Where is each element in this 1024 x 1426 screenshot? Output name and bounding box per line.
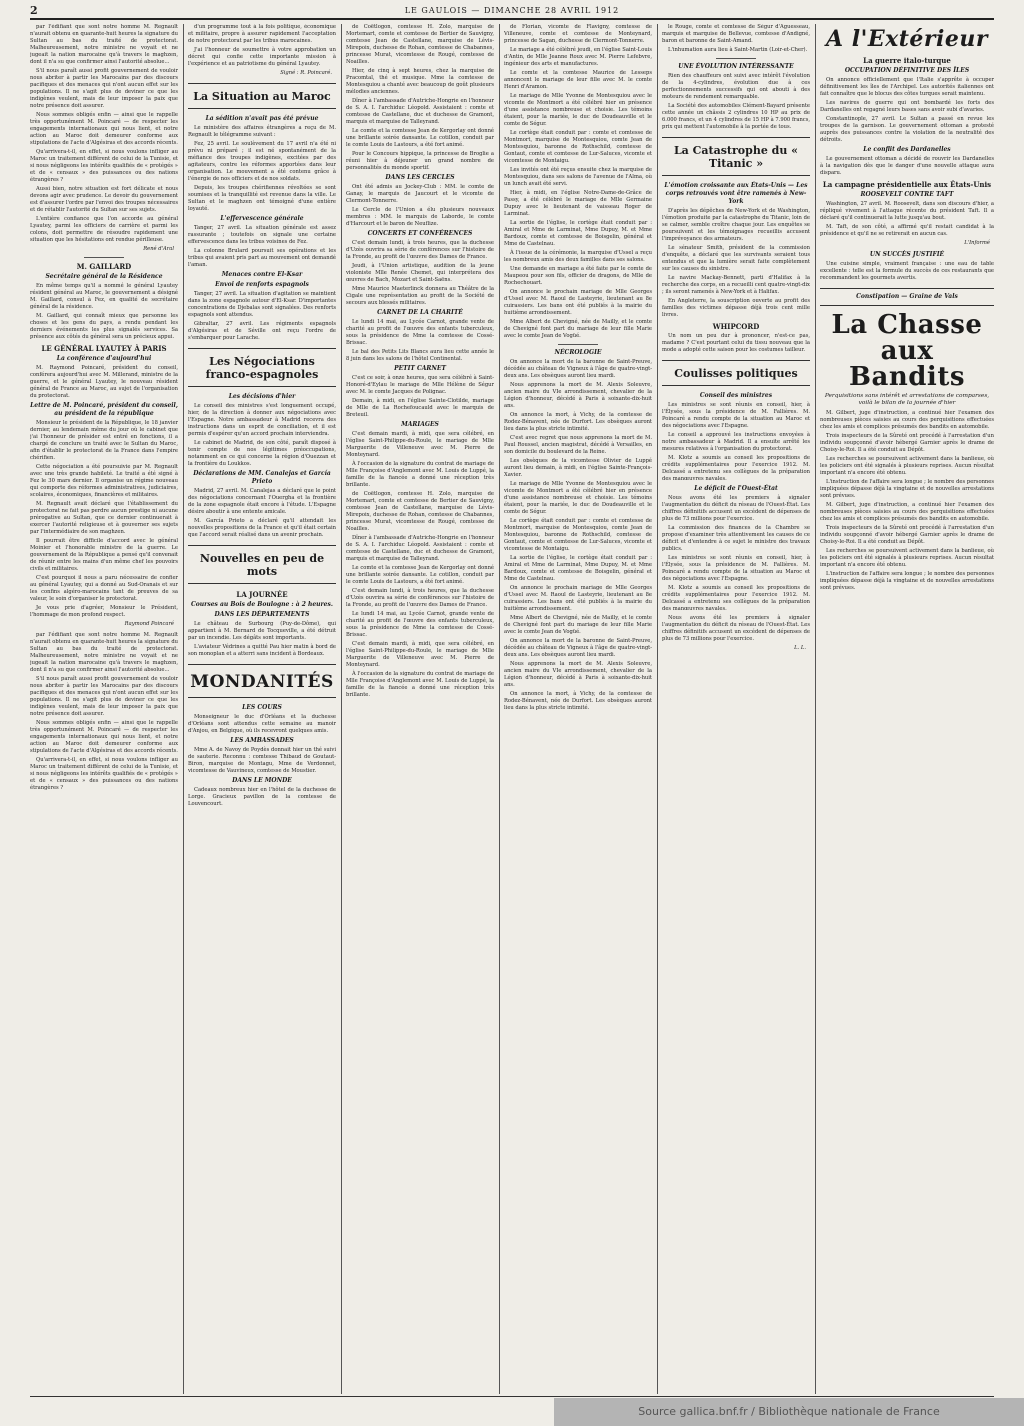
headline-guerre: La guerre italo-turque xyxy=(863,56,951,65)
section-box xyxy=(188,348,336,387)
paragraph: Pour le Concours hippique, la princesse de Broglie a réuni hier à déjeuner un grand nombre de personnalités du monde sportif. xyxy=(346,151,494,171)
headline-charite: CARNET DE LA CHARITÉ xyxy=(377,309,463,316)
paragraph: Trois inspecteurs de la Sûreté ont procédé à l'arrestation d'un individu soupçonné d'avoir hébergé Garnier après le drame de Choisy-le-Roi. Il a été conduit au Dépôt. xyxy=(820,433,994,453)
headline-journee: LA JOURNÉE xyxy=(236,590,288,599)
paragraph: L'aviateur Védrines a quitté Pau hier matin à bord de son monoplan et a atterri sans incident à Bordeaux. xyxy=(188,644,336,657)
paragraph: Nous avons été les premiers à signaler l'augmentation du déficit du réseau de l'Ouest-État. Les chiffres définitifs accusent un excédent de dépenses de plus de 73 millions pour l'exercice. xyxy=(662,495,810,522)
paragraph: La colonne Brulard poursuit ses opérations et les tribus qui avaient pris part au mouvement ont demandé l'aman. xyxy=(188,248,336,268)
subhead-journee: Courses au Bois de Boulogne : à 2 heures. xyxy=(191,601,333,608)
paragraph: le Rouge, comte et comtesse de Ségur d'Aguesseau, marquis et marquise de Bellevue, comtesse d'Andigné, baron et baronne de Saint-Amand. xyxy=(662,24,810,44)
headline-nouvelles: Nouvelles en peu de mots xyxy=(199,552,325,578)
paragraph: Monsieur le président de la République, le 18 janvier dernier, au lendemain même du jour où le cabinet que j'ai l'honneur de présider est entré en fonctions, il a chargé de conclure un traité avec le Sultan du Maroc, afin d'établir le protectorat de la France dans l'empire chérifien. xyxy=(30,420,178,461)
paragraph: Il pourrait être difficile d'accord avec le général Moinier et l'honorable ministre de la guerre. Le gouvernement de la République a pensé qu'il convenait de réunir entre les mains d'un même chef les pouvoirs civils et militaires. xyxy=(30,538,178,572)
headline-situation: La Situation au Maroc xyxy=(193,90,331,103)
section-box xyxy=(662,360,810,386)
paragraph: Nous sommes obligés enfin — ainsi que le rappelle très opportunément M. Poincaré — de respecter les engagements internationaux qui nous lient, et notre action au Maroc doit demeurer conforme aux stipulations de l'acte d'Algésiras et des accords récents. xyxy=(30,720,178,754)
subhead-negociations: Les décisions d'hier xyxy=(228,393,296,400)
paragraph: par l'édifiant que sont notre homme M. Regnault n'aurait obtenu en quarante-huit heures la signature du Sultan au bas du traité de protectorat. Malheureusement, notre ministre ne voyait et ne jugeait la nation marocaine qu'à travers le maghzen, dont il n'a su que confirmer ainsi l'autorité absolue... xyxy=(30,632,178,673)
paragraph: Je vous prie d'agréer, Monsieur le Président, l'hommage de mon profond respect. xyxy=(30,605,178,618)
column-rule xyxy=(499,24,500,1394)
section-box xyxy=(188,664,336,698)
paragraph: M. Gilbert, juge d'instruction, a continué hier l'examen des nombreuses pièces saisies au cours des perquisitions effectuées chez les amis et complices présumés des bandits en automobile. xyxy=(820,410,994,430)
paragraph: On annonce la mort de la baronne de Saint-Preuve, décédée au château de Vigneux à l'âge de quatre-vingt-deux ans. Les obsèques auront lieu mardi. xyxy=(504,359,652,379)
section-box xyxy=(820,288,994,306)
headline-cours: LES COURS xyxy=(242,704,282,711)
paragraph: de Florian, vicomte de Flavigny, comtesse de Villeneuve, comte et comtesse de Monteynard, princesse de Sagan, duchesse de Clermont-Tonnerre. xyxy=(504,24,652,44)
headline-negociations: Les Négociations franco-espagnoles xyxy=(205,355,319,381)
subhead-campagne: ROOSEVELT CONTRE TAFT xyxy=(860,191,954,198)
advert-vals: Constipation — Graine de Vals xyxy=(856,293,958,300)
paragraph: Le cabinet de Madrid, de son côté, paraît disposé à tenir compte de nos légitimes préoccupations, notamment en ce qui concerne la région d'Ouezzan et la frontière du Loukkos. xyxy=(188,440,336,467)
paragraph: Le ministère des affaires étrangères a reçu de M. Regnault le télégramme suivant : xyxy=(188,125,336,138)
paragraph: M. Taft, de son côté, a affirmé qu'il restait candidat à la présidence et qu'il ne se retirerait en aucun cas. xyxy=(820,224,994,237)
column-2 xyxy=(188,24,336,1394)
headline-evolution: UNE ÉVOLUTION INTÉRESSANTE xyxy=(678,63,794,70)
paragraph: Aussi bien, notre situation est fort délicate et nous devons agir avec prudence. Le devoir du gouvernement est d'assurer l'ordre par l'envoi des troupes nécessaires et de rétablir l'autorité du Sultan sur ses sujets. xyxy=(30,186,178,213)
column-5 xyxy=(662,24,810,1394)
paragraph: L'instruction de l'affaire sera longue ; le nombre des personnes impliquées dépasse déjà la vingtaine et de nouvelles arrestations sont prévues. xyxy=(820,571,994,591)
signature: Signé : R. Poincaré. xyxy=(280,70,332,76)
paragraph: À l'occasion de la signature du contrat de mariage de Mlle Françoise d'Anglemont avec M. Louis de Luppé, la famille de la fiancée a donné une réception très brillante. xyxy=(346,461,494,488)
paragraph: La commission des finances de la Chambre se propose d'examiner très attentivement les causes de ce déficit et d'entendre à ce sujet le ministre des travaux publics. xyxy=(662,525,810,552)
paragraph: Le mariage de Mlle Yvonne de Montesquiou avec le vicomte de Montmort a été célébré hier en présence d'une assistance nombreuse et choisie. Les témoins étaient, pour la mariée, le duc de Doudeauville et le comte de Ségur. xyxy=(504,93,652,127)
paragraph: Depuis, les troupes chérifiennes révoltées se sont soumises et la tranquillité est revenue dans la ville. Le Sultan et le maghzen ont témoigné d'une entière loyauté. xyxy=(188,185,336,212)
headline-carnet: PETIT CARNET xyxy=(394,365,446,372)
subhead-titanic: L'émotion croissante aux États-Unis — Les corps retrouvés vont être ramenés à New-York xyxy=(664,182,808,205)
paragraph: La sortie de l'église, le cortège était conduit par : Amiral et Mme de Larminat, Mme Dupuy, M. et Mme Bardoux, comte et comtesse de Boisgelin, général et Mme de Castelnau. xyxy=(504,555,652,582)
paragraph: Washington, 27 avril. M. Roosevelt, dans son discours d'hier, a répliqué vivement à l'attaque récente du président Taft. Il a déclaré qu'il continuerait la lutte jusqu'au bout. xyxy=(820,201,994,221)
paragraph: Une demande en mariage a été faite par le comte de Maupeou pour son fils, officier de dragons, de Mlle de Rochechouart. xyxy=(504,266,652,286)
paragraph: C'est demain mardi, à midi, que sera célébré, en l'église Saint-Philippe-du-Roule, le mariage de Mlle Marguerite de Villeneuve avec M. Pierre de Monteynard. xyxy=(346,641,494,668)
paragraph: de Coëtlogon, comtesse H. Zolo, marquise de Mortemart, comte et comtesse de Bertier de Sauvigny, comtesse Jean de Castellane, marquise de Lévis-Mirepoix, duchesse de Rohan, comtesse de Chabannes, princesse Murat, vicomtesse de Rougé, comtesse de Noailles. xyxy=(346,24,494,65)
subhead-chasse: Perquisitions sans intérêt et arrestations de comparses, voilà le bilan de la journée d'hier xyxy=(824,393,990,406)
paragraph: C'est ce soir, à onze heures, que sera célébré à Saint-Honoré-d'Eylau le mariage de Mlle Hélène de Ségur avec M. le comte Jacques de Polignac. xyxy=(346,375,494,395)
paragraph: J'ai l'honneur de soumettre à votre approbation un décret qui confie cette importante mission à l'expérience et au patriotisme du général Lyautey. xyxy=(188,47,336,67)
paragraph: Cadeaux nombreux hier en l'hôtel de la duchesse de Lorge. Gracieux pavillon de la comtesse de Louvencourt. xyxy=(188,787,336,807)
paragraph: C'est avec regret que nous apprenons la mort de M. Paul Roussel, ancien magistrat, décédé à Versailles, en son domicile du boulevard de la Reine. xyxy=(504,435,652,455)
paragraph: La sortie de l'église, le cortège était conduit par : Amiral et Mme de Larminat, Mme Dupuy, M. et Mme Bardoux, comte et comtesse de Boisgelin, général et Mme de Castelnau. xyxy=(504,220,652,247)
paragraph: Qu'arrivera-t-il, en effet, si nous voulons infliger au Maroc un traitement différent de celui de la Tunisie, et si nous négligeons les intérêts qualifiés de « protégés » et de « censaux » des puissances ou des nations étrangères ? xyxy=(30,757,178,791)
paragraph: S'il nous paraît aussi profit gouvernement de vouloir nous abriter à partir les Marocains par des discours pacifiques et des menaces qui n'ont aucun effet sur les populations. Il ne s'agit plus de deviner ce que les indigènes veulent, mais de leur imposer la paix que notre présence doit assurer. xyxy=(30,676,178,717)
column-6 xyxy=(820,24,994,1394)
paragraph: M. Klotz a soumis au conseil les propositions de crédits supplémentaires pour l'exercice 1912. M. Delcassé a entretenu ses collègues de la préparation des manœuvres navales. xyxy=(662,455,810,482)
paragraph: Nous apprenons la mort de M. Alexis Soleuvre, ancien maire du VIe arrondissement, chevalier de la Légion d'honneur, décédé à Paris à soixante-dix-huit ans. xyxy=(504,661,652,688)
paragraph: Tanger, 27 avril. La situation d'agitation se maintient dans la zone espagnole autour d'El-Ksar. D'importantes concentrations de Djebalas sont signalées. Des renforts espagnols sont attendus. xyxy=(188,291,336,318)
paragraph: Fez, 25 avril. Le soulèvement du 17 avril n'a été ni prévu ni préparé ; il est né spontanément de la méfiance des troupes indigènes, excitées par des agitateurs, contre les réformes apportées dans leur organisation. Le mouvement a été contenu grâce à l'énergie de nos officiers et de nos soldats. xyxy=(188,141,336,182)
paragraph: Demain, à midi, en l'église Sainte-Clotilde, mariage de Mlle de La Rochefoucauld avec le marquis de Breteuil. xyxy=(346,398,494,418)
headline-ambassades: LES AMBASSADES xyxy=(230,737,294,744)
paragraph: On annonce la mort de la baronne de Saint-Preuve, décédée au château de Vigneux à l'âge de quatre-vingt-deux ans. Les obsèques auront lieu mardi. xyxy=(504,638,652,658)
signature: René d'Aral xyxy=(143,246,174,252)
page-number: 2 xyxy=(30,4,39,17)
paragraph: On annonce la mort, à Vichy, de la comtesse de Rodez-Bénavent, née de Durfort. Les obsèques auront lieu dans la plus stricte intimité. xyxy=(504,412,652,432)
paragraph: Nous apprenons la mort de M. Alexis Soleuvre, ancien maire du VIe arrondissement, chevalier de la Légion d'honneur, décédé à Paris à soixante-dix-huit ans. xyxy=(504,382,652,409)
paragraph: D'après les dépêches de New-York et de Washington, l'émotion produite par la catastrophe du Titanic, loin de se calmer, semble croître chaque jour. Les enquêtes se poursuivent et les témoignages recueillis accusent l'imprévoyance des armateurs. xyxy=(662,208,810,242)
paragraph: L'entière confiance que l'on accorde au général Lyautey, parmi les officiers de carrière et parmi les colons, doit permettre de résoudre rapidement une situation que les hésitations ont rendue périlleuse. xyxy=(30,216,178,243)
headline-departements: DANS LES DÉPARTEMENTS xyxy=(214,611,310,618)
paragraph: Rien des chauffeurs ont suivi avec intérêt l'évolution de la 4-cylindres, évolution due à ces perfectionnements successifs qui ont abouti à des moteurs de rendement remarquable. xyxy=(662,73,810,100)
paragraph: Le navire Mackay-Bennett, parti d'Halifax à la recherche des corps, en a recueilli cent quatre-vingt-dix ; ils seront ramenés à New-York et à Halifax. xyxy=(662,275,810,295)
paragraph: Nous avons été les premiers à signaler l'augmentation du déficit du réseau de l'Ouest-État. Les chiffres définitifs accusent un excédent de dépenses de plus de 73 millions pour l'exercice. xyxy=(662,615,810,642)
paragraph: Cette négociation a été poursuivie par M. Regnault avec une très grande habileté. Le traité a été signé à Fez le 30 mars dernier. Il organise un régime nouveau qui comporte des réformes administratives, judiciaires, scolaires, économiques, financières et militaires. xyxy=(30,464,178,498)
paragraph: M. García Prieto a déclaré qu'il attendait les nouvelles propositions de la France et qu'il était certain que l'accord serait réalisé dans un avenir prochain. xyxy=(188,518,336,538)
column-4 xyxy=(504,24,652,1394)
paragraph: Le comte et la comtesse Maurice de Lesseps annoncent le mariage de leur fille avec M. le comte Henri d'Aramon. xyxy=(504,70,652,90)
running-head: LE GAULOIS — DIMANCHE 28 AVRIL 1912 xyxy=(404,6,620,15)
source-credit: Source gallica.bnf.fr / Bibliothèque nationale de France xyxy=(554,1398,1024,1426)
signature: L. L. xyxy=(794,645,806,651)
paragraph: Mme Maurice Maeterlinck donnera au Théâtre de la Cigale une représentation au profit de la Société de secours aux blessés militaires. xyxy=(346,286,494,306)
paragraph: Le lundi 14 mai, au Lycée Carnot, grande vente de charité au profit de l'œuvre des enfants tuberculeux, sous la présidence de Mme la comtesse de Cossé-Brissac. xyxy=(346,611,494,638)
paragraph: Les ministres se sont réunis en conseil, hier, à l'Élysée, sous la présidence de M. Fallières. M. Poincaré a rendu compte de la situation au Maroc et des négociations avec l'Espagne. xyxy=(662,555,810,582)
paragraph: Les invités ont été reçus ensuite chez la marquise de Montesquiou, dans ses salons de l'avenue de l'Alma, où un lunch avait été servi. xyxy=(504,167,652,187)
divider xyxy=(84,257,124,258)
paragraph: Le mariage de Mlle Yvonne de Montesquiou avec le vicomte de Montmort a été célébré hier en présence d'une assistance nombreuse et choisie. Les témoins étaient, pour la mariée, le duc de Doudeauville et le comte de Ségur. xyxy=(504,481,652,515)
paragraph: Le comte et la comtesse Jean de Kergorlay ont donné une brillante soirée dansante. Le cotillon, conduit par le comte Louis de Lastours, a été fort animé. xyxy=(346,128,494,148)
paragraph: On annonce le prochain mariage de Mlle Georges d'Ussel avec M. Raoul de Lasteyrie, lieutenant au 8e cuirassiers. Les bans ont été publiés à la mairie du huitième arrondissement. xyxy=(504,289,652,316)
paragraph: Les recherches se poursuivent activement dans la banlieue, où les policiers ont été signalés à plusieurs reprises. Aucun résultat important n'a encore été obtenu. xyxy=(820,548,994,568)
foot-rule xyxy=(30,1396,994,1397)
headline-monde: DANS LE MONDE xyxy=(232,777,292,784)
subhead-lyautey: La conférence d'aujourd'hui xyxy=(56,355,152,362)
paragraph: Les ministres se sont réunis en conseil, hier, à l'Élysée, sous la présidence de M. Fallières. M. Poincaré a rendu compte de la situation au Maroc et des négociations avec l'Espagne. xyxy=(662,402,810,429)
paragraph: L'instruction de l'affaire sera longue ; le nombre des personnes impliquées dépasse déjà la vingtaine et de nouvelles arrestations sont prévues. xyxy=(820,479,994,499)
paragraph: Constantinople, 27 avril. Le Sultan a passé en revue les troupes de la garnison. Le gouvernement ottoman a protesté auprès des puissances contre la violation de la neutralité des détroits. xyxy=(820,116,994,143)
paragraph: Le conseil des ministres s'est longuement occupé, hier, de la direction à donner aux négociations avec l'Espagne. Notre ambassadeur à Madrid recevra des instructions dans un esprit de conciliation, et il est permis d'espérer qu'un accord prochain interviendra. xyxy=(188,403,336,437)
paragraph: Mme A. de Navoy de Poydès donnait hier un thé suivi de sauterie. Reconnu : comtesse Thibaud de Goutaut-Biron, marquise de Montagu, Mme de Verdonnet, vicomtesse de Vauvineux, comtesse de Moustier. xyxy=(188,747,336,774)
paragraph: Qu'arrivera-t-il, en effet, si nous voulons infliger au Maroc un traitement différent de celui de la Tunisie, et si nous négligeons les intérêts qualifiés de « protégés » et de « censaux » des puissances ou des nations étrangères ? xyxy=(30,149,178,183)
paragraph: Hier, de cinq à sept heures, chez la marquise de Pracomtal, thé et musique. Mme la comtesse de Montesquiou a chanté avec beaucoup de goût plusieurs mélodies anciennes. xyxy=(346,68,494,95)
paragraph: Gibraltar, 27 avril. Les régiments espagnols d'Algésiras et de Séville ont reçu l'ordre de s'embarquer pour Larache. xyxy=(188,321,336,341)
headline-declarations: Déclarations de MM. Canalejas et García Prieto xyxy=(193,470,331,485)
paragraph: C'est pourquoi il nous a paru nécessaire de confier au général Lyautey, qui a donné au Sud-Oranais et sur les confins algéro-marocains tant de preuves de sa valeur, le soin d'organiser le protectorat. xyxy=(30,575,178,602)
headline-coulisses: Coulisses politiques xyxy=(674,367,798,380)
paragraph: Le lundi 14 mai, au Lycée Carnot, grande vente de charité au profit de l'œuvre des enfants tuberculeux, sous la présidence de Mme la comtesse de Cossé-Brissac. xyxy=(346,319,494,346)
paragraph: Le bal des Petits Lits Blancs aura lieu cette année le 8 juin dans les salons de l'hôtel Continental. xyxy=(346,349,494,362)
paragraph: M. Raymond Poincaré, président du conseil, conférera aujourd'hui avec M. Millerand, ministre de la guerre, et le général Lyautey, le nouveau résident général de France au Maroc, au sujet de l'organisation du protectorat. xyxy=(30,365,178,399)
paragraph: Mme Albert de Chevigné, née de Mailly, et le comte de Chevigné font part du mariage de leur fille Marie avec le comte Jean de Vogüé. xyxy=(504,615,652,635)
paragraph: Hier, à midi, en l'église Notre-Dame-de-Grâce de Passy, a été célébré le mariage de Mlle Germaine Dupuy avec le lieutenant de vaisseau Roger de Larminat. xyxy=(504,190,652,217)
headline-mariages: MARIAGES xyxy=(401,421,439,428)
paragraph: C'est demain mardi, à midi, que sera célébré, en l'église Saint-Philippe-du-Roule, le mariage de Mlle Marguerite de Villeneuve avec M. Pierre de Monteynard. xyxy=(346,431,494,458)
divider xyxy=(716,58,756,59)
paragraph: Le château de Surbourg (Puy-de-Dôme), qui appartient à M. Bernard de Tocqueville, a été détruit par un incendie. Les dégâts sont importants. xyxy=(188,621,336,641)
paragraph: Le Cercle de l'Union a élu plusieurs nouveaux membres : MM. le marquis de Laborde, le comte d'Harcourt et le baron de Neuflize. xyxy=(346,207,494,227)
paragraph: Trois inspecteurs de la Sûreté ont procédé à l'arrestation d'un individu soupçonné d'avoir hébergé Garnier après le drame de Choisy-le-Roi. Il a été conduit au Dépôt. xyxy=(820,525,994,545)
paragraph: Le mariage a été célébré jeudi, en l'église Saint-Louis d'Antin, de Mlle Jeanne Roux avec M. Pierre Lefebvre, ingénieur des arts et manufactures. xyxy=(504,47,652,67)
subhead-situation: La sédition n'avait pas été prévue xyxy=(205,115,319,122)
paragraph: À l'occasion de la signature du contrat de mariage de Mlle Françoise d'Anglemont avec M. Louis de Luppé, la famille de la fiancée a donné une réception très brillante. xyxy=(346,671,494,698)
paragraph: Mme Albert de Chevigné, née de Mailly, et le comte de Chevigné font part du mariage de leur fille Marie avec le comte Jean de Vogüé. xyxy=(504,319,652,339)
headline-lyautey: LE GÉNÉRAL LYAUTEY À PARIS xyxy=(41,344,167,353)
paragraph: M. Klotz a soumis au conseil les propositions de crédits supplémentaires pour l'exercice 1912. M. Delcassé a entretenu ses collègues de la préparation des manœuvres navales. xyxy=(662,585,810,612)
paragraph: Madrid, 27 avril. M. Canalejas a déclaré que le point des négociations concernant l'Ouergha et la frontière de la zone espagnole était encore à l'étude. L'Espagne désire aboutir à une entente amicale. xyxy=(188,488,336,515)
headline-necrologie: NÉCROLOGIE xyxy=(554,349,602,356)
section-box xyxy=(188,83,336,109)
paragraph: Le cortège était conduit par : comte et comtesse de Montmort, marquise de Montesquiou, comte Jean de Montesquiou, baronne de Rothschild, comtesse de Gontaut, comte et comtesse de Lur-Saluces, vicomte et vicomtesse de Montaigu. xyxy=(504,130,652,164)
paragraph: M. Regnault avait déclaré que l'établissement du protectorat ne fait pas perdre aucun prestige ni aucune prérogative au Sultan, que ce dernier continuerait à exercer l'autorité religieuse et à gouverner ses sujets par l'intermédiaire de son maghzen. xyxy=(30,501,178,535)
paragraph: Une cuisine simple, vraiment française : une eau de table excellente : telle est la formule du succès de ces restaurants que recommandent les gourmets avertis. xyxy=(820,261,994,281)
paragraph: Dîner à l'ambassade d'Autriche-Hongrie en l'honneur de S. A. I. l'archiduc Léopold. Assistaient : comte et comtesse de Castellane, duc et duchesse de Gramont, marquis et marquise de Talleyrand. xyxy=(346,535,494,562)
headline-conseil: Conseil des ministres xyxy=(699,392,773,399)
column-rule xyxy=(183,24,184,1394)
paragraph: L'inhumation aura lieu à Saint-Martin (Loir-et-Cher). xyxy=(668,47,808,53)
section-box xyxy=(188,545,336,584)
headline-mondanites: MONDANITÉS xyxy=(190,672,334,692)
headline-elksar: Menaces contre El-Ksar xyxy=(221,271,303,278)
paragraph: Monseigneur le duc d'Orléans et la duchesse d'Orléans sont attendus cette semaine au manoir d'Anjou, en Belgique, où ils recevront quelques amis. xyxy=(188,714,336,734)
paragraph: On annonce officiellement que l'Italie s'apprête à occuper définitivement les îles de l'Archipel. Les autorités italiennes ont fait connaître que le blocus des côtes turques serait maintenu. xyxy=(820,77,994,97)
signature: Raymond Poincaré xyxy=(124,621,174,627)
paragraph: Nous sommes obligés enfin — ainsi que le rappelle très opportunément M. Poincaré — de respecter les engagements internationaux qui nous lient, et notre action au Maroc doit demeurer conforme aux stipulations de l'acte d'Algésiras et des accords récents. xyxy=(30,112,178,146)
paragraph: d'un programme tout à la fois politique, économique et militaire, propre à assurer rapidement l'acceptation de notre protectorat par les tribus marocaines. xyxy=(188,24,336,44)
divider xyxy=(558,344,598,345)
subhead-elksar: Envoi de renforts espagnols xyxy=(215,281,309,288)
paragraph: On annonce le prochain mariage de Mlle Georges d'Ussel avec M. Raoul de Lasteyrie, lieutenant au 8e cuirassiers. Les bans ont été publiés à la mairie du huitième arrondissement. xyxy=(504,585,652,612)
subhead-guerre: OCCUPATION DÉFINITIVE DES ÎLES xyxy=(844,67,970,74)
paragraph: Jeudi, à l'Union artistique, audition de la jeune violoniste Mlle Renée Chemet, qui interprétera des œuvres de Bach, Mozart et Saint-Saëns. xyxy=(346,263,494,283)
paragraph: En Angleterre, la souscription ouverte au profit des familles des victimes dépasse déjà trois cent mille livres. xyxy=(662,298,810,318)
paragraph: C'est demain lundi, à trois heures, que la duchesse d'Uzès ouvrira sa série de conférences sur l'histoire de la Fronde, au profit de l'œuvre des Dames de France. xyxy=(346,240,494,260)
headline-deficit: Le déficit de l'Ouest-État xyxy=(694,485,778,492)
column-rule xyxy=(657,24,658,1394)
paragraph: À l'issue de la cérémonie, la marquise d'Ussel a reçu les nombreux amis des deux familles dans ses salons. xyxy=(504,250,652,263)
headline-dardanelles: Le conflit des Dardanelles xyxy=(863,146,951,153)
paragraph: M. Gilbert, juge d'instruction, a continué hier l'examen des nombreuses pièces saisies au cours des perquisitions effectuées chez les amis et complices présumés des bandits en automobile. xyxy=(820,502,994,522)
paragraph: C'est demain lundi, à trois heures, que la duchesse d'Uzès ouvrira sa série de conférences sur l'histoire de la Fronde, au profit de l'œuvre des Dames de France. xyxy=(346,588,494,608)
column-1 xyxy=(30,24,178,1394)
paragraph: Ont été admis au Jockey-Club : MM. le comte de Ganay, le marquis de Jaucourt et le vicomte de Clermont-Tonnerre. xyxy=(346,184,494,204)
column-rule xyxy=(341,24,342,1394)
paragraph: Tanger, 27 avril. La situation générale est assez rassurante ; toutefois on signale une certaine effervescence dans les tribus voisines de Fez. xyxy=(188,225,336,245)
paragraph: On annonce la mort, à Vichy, de la comtesse de Rodez-Bénavent, née de Durfort. Les obsèques auront lieu dans la plus stricte intimité. xyxy=(504,691,652,711)
paragraph: Le cortège était conduit par : comte et comtesse de Montmort, marquise de Montesquiou, comte Jean de Montesquiou, baronne de Rothschild, comtesse de Gontaut, comte et comtesse de Lur-Saluces, vicomte et vicomtesse de Montaigu. xyxy=(504,518,652,552)
paragraph: par l'édifiant que sont notre homme M. Regnault n'aurait obtenu en quarante-huit heures la signature du Sultan au bas du traité de protectorat. Malheureusement, notre ministre ne voyait et ne jugeait la nation marocaine qu'à travers le maghzen, dont il n'a su que confirmer ainsi l'autorité absolue... xyxy=(30,24,178,65)
paragraph: Dîner à l'ambassade d'Autriche-Hongrie en l'honneur de S. A. I. l'archiduc Léopold. Assistaient : comte et comtesse de Castellane, duc et duchesse de Gramont, marquis et marquise de Talleyrand. xyxy=(346,98,494,125)
paragraph: de Coëtlogon, comtesse H. Zolo, marquise de Mortemart, comte et comtesse de Bertier de Sauvigny, comtesse Jean de Castellane, marquise de Lévis-Mirepoix, duchesse de Rohan, comtesse de Chabannes, princesse Murat, vicomtesse de Rougé, comtesse de Noailles. xyxy=(346,491,494,532)
headline-cercles: DANS LES CERCLES xyxy=(385,174,455,181)
headline-exterieur: A l'Extérieur xyxy=(826,26,988,52)
paragraph: S'il nous paraît aussi profit gouvernement de vouloir nous abriter à partir les Marocains par des discours pacifiques et des menaces qui n'ont aucun effet sur les populations. Il ne s'agit plus de deviner ce que les indigènes veulent, mais de leur imposer la paix que notre présence doit assurer. xyxy=(30,68,178,109)
head-rule xyxy=(30,18,994,20)
subhead-effervescence: L'effervescence générale xyxy=(220,215,304,222)
headline-whipcord: WHIPCORD xyxy=(712,322,760,331)
paragraph: Les obsèques de la vicomtesse Olivier de Luppé auront lieu demain, à midi, en l'église Sainte-François-Xavier. xyxy=(504,458,652,478)
headline-titanic: La Catastrophe du « Titanic » xyxy=(673,144,799,170)
paragraph: Les recherches se poursuivent activement dans la banlieue, où les policiers ont été signalés à plusieurs reprises. Aucun résultat important n'a encore été obtenu. xyxy=(820,456,994,476)
paragraph: Le gouvernement ottoman a décidé de rouvrir les Dardanelles à la navigation dès que le danger d'une nouvelle attaque aura disparu. xyxy=(820,156,994,176)
paragraph: M. Gaillard, qui connaît mieux que personne les choses et les gens du pays, a rendu pendant les derniers événements les plus signalés services. Sa présence aux côtés du général sera un précieux appui. xyxy=(30,313,178,340)
paragraph: En même temps qu'il a nommé le général Lyautey résident général au Maroc, le gouvernement a désigné M. Gaillard, consul à Fez, en qualité de secrétaire général de la résidence. xyxy=(30,283,178,310)
headline-gaillard: M. GAILLARD xyxy=(76,262,132,271)
headline-concerts: CONCERTS ET CONFÉRENCES xyxy=(367,230,473,237)
paragraph: La Société des automobiles Clément-Bayard présente cette année un châssis 2 cylindres 10 HP au prix de 6.000 francs, et un 4 cylindres de 15 HP à 7.900 francs, prix qui mettent l'automobile à la portée de tous. xyxy=(662,103,810,130)
paragraph: Un nom un peu dur à prononcer, n'est-ce pas, madame ? C'est pourtant celui du tissu nouveau que la mode a adopté cette saison pour les costumes tailleur. xyxy=(662,333,810,353)
subhead-gaillard: Secrétaire général de la Résidence xyxy=(45,273,163,280)
headline-succes: UN SUCCÈS JUSTIFIÉ xyxy=(869,251,945,258)
headline-chasse: La Chasse aux Bandits xyxy=(831,310,983,392)
paragraph: Les navires de guerre qui ont bombardé les forts des Dardanelles ont regagné leurs bases sans avoir subi d'avaries. xyxy=(820,100,994,113)
paragraph: Le sénateur Smith, président de la commission d'enquête, a déclaré que les survivants seraient tous entendus et que la lumière serait faite complètement sur les causes du sinistre. xyxy=(662,245,810,272)
paragraph: Le conseil a approuvé les instructions envoyées à notre ambassadeur à Madrid. Il a ensuite arrêté les mesures relatives à l'organisation du protectorat. xyxy=(662,432,810,452)
signature: L'Informé xyxy=(964,240,990,246)
headline-campagne: La campagne présidentielle aux États-Unis xyxy=(822,180,992,189)
column-rule xyxy=(815,24,816,1394)
section-box xyxy=(662,137,810,176)
column-3 xyxy=(346,24,494,1394)
headline-lettre: Lettre de M. Poincaré, président du conseil, au président de la république xyxy=(30,402,178,417)
paragraph: Le comte et la comtesse Jean de Kergorlay ont donné une brillante soirée dansante. Le cotillon, conduit par le comte Louis de Lastours, a été fort animé. xyxy=(346,565,494,585)
